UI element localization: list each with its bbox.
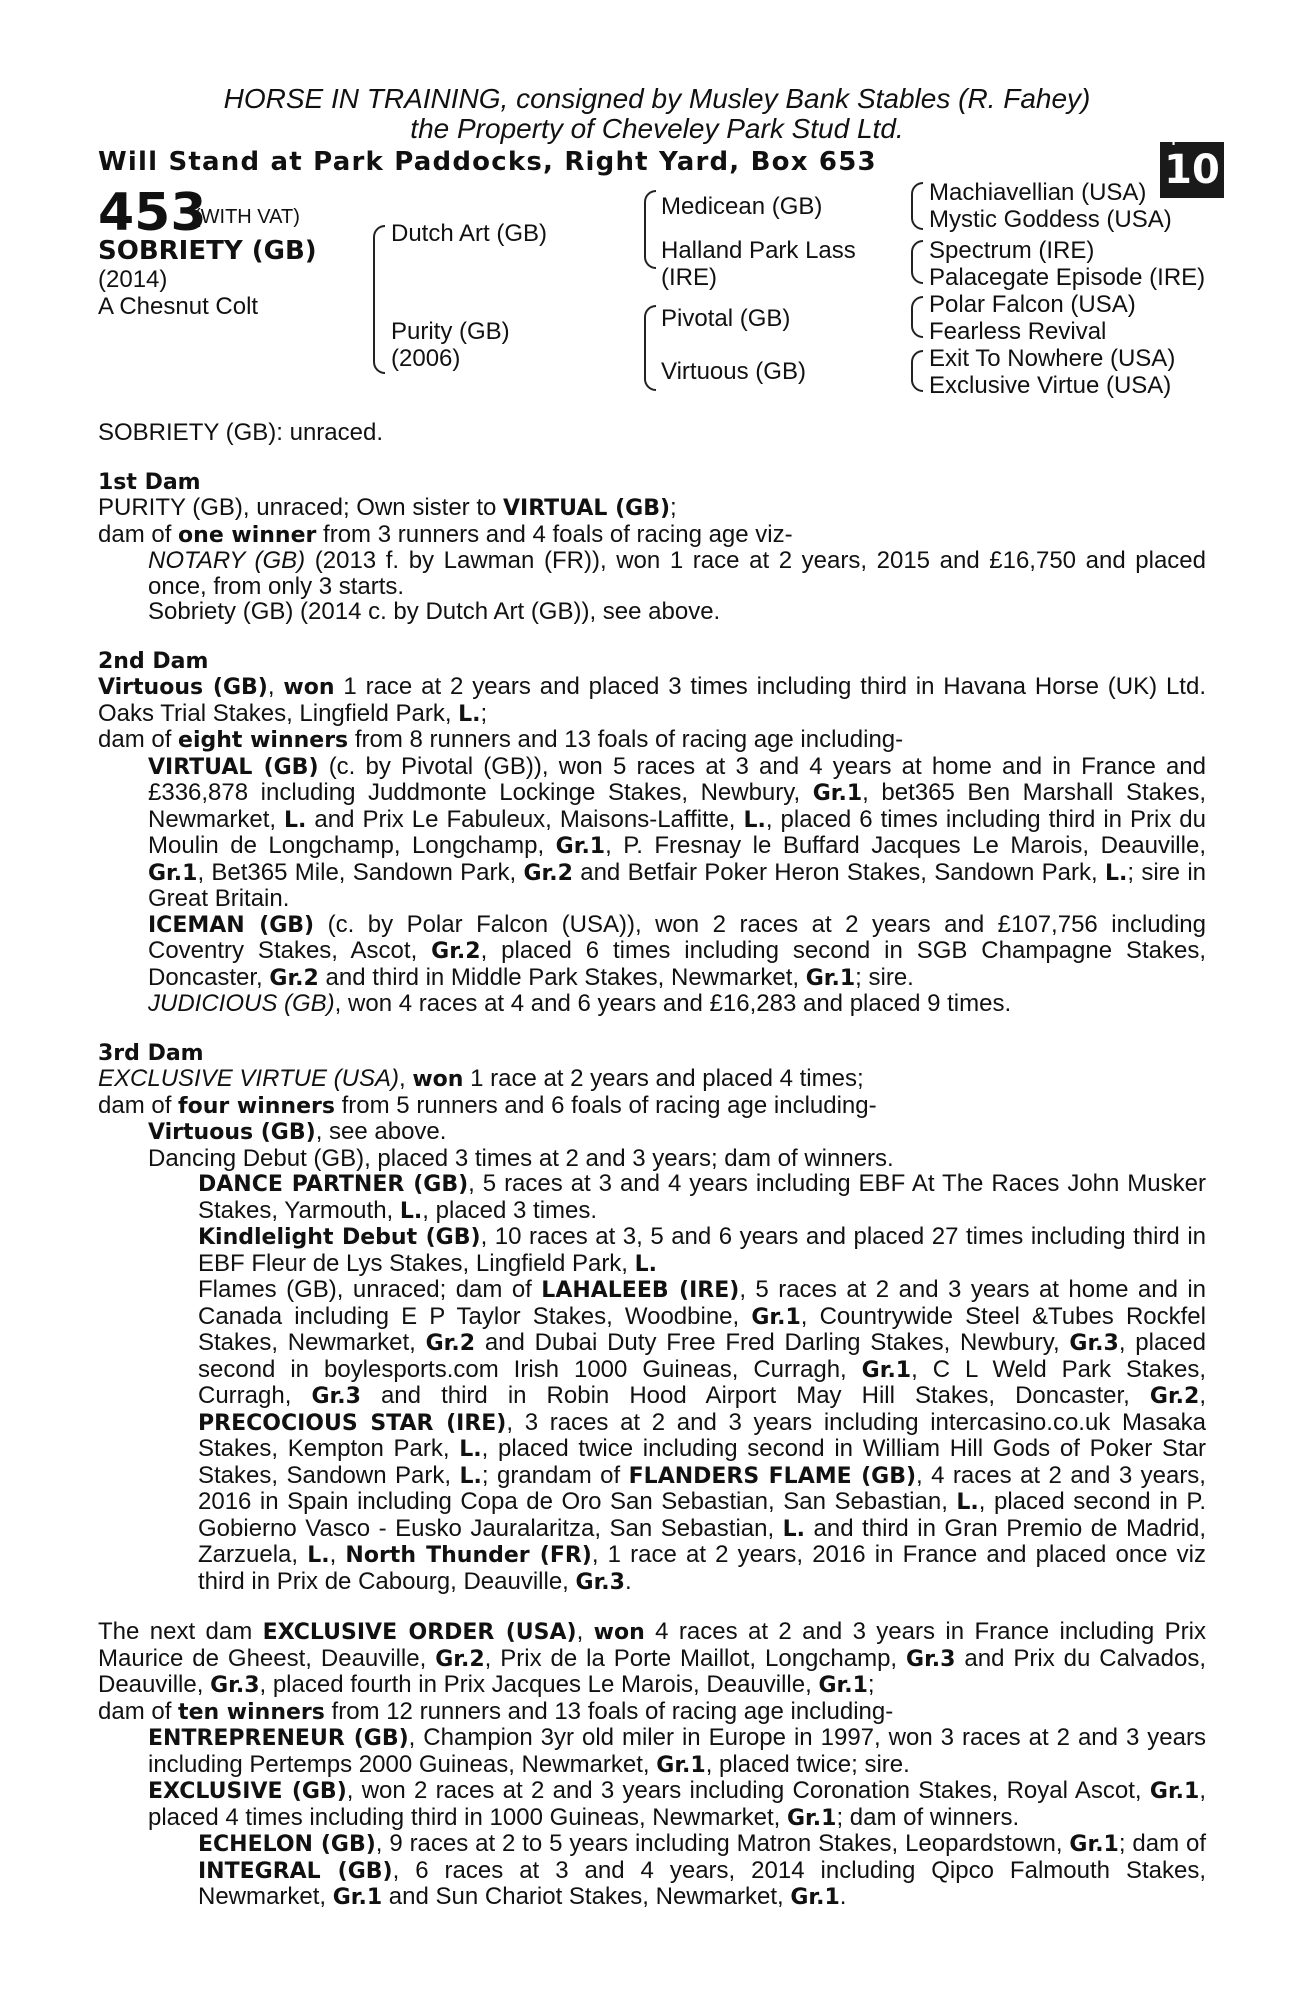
pedigree-notes [98, 420, 1206, 1911]
pedigree-brace-ds [911, 296, 923, 338]
pedigree-brace-sd [911, 240, 923, 284]
pedigree-gen3-4: Palacegate Episode (IRE) [929, 264, 1206, 291]
third-dam-produce: dam of four winners from 5 runners and 6 foals of racing age including- [98, 1091, 877, 1119]
pedigree-gen3-2: Mystic Goddess (USA) [929, 206, 1172, 233]
second-dam-heading: 2nd Dam [98, 648, 209, 674]
second-dam-line: Virtuous (GB), won 1 race at 2 years and placed 3 times including third in Havana Horse (UK) Ltd. Oaks Trial Stakes, Lingfield Park, L.; [98, 673, 1206, 727]
pedigree-gen3-8: Exclusive Virtue (USA) [929, 372, 1172, 399]
pedigree-gen3-1: Machiavellian (USA) [929, 179, 1147, 206]
produce-dance-partner: DANCE PARTNER (GB), 5 races at 3 and 4 years including EBF At The Races John Musker Stakes, Yarmouth, L., placed 3 times. [198, 1170, 1206, 1224]
pedigree-brace-dam [644, 305, 656, 391]
badge-number: 10 [1164, 147, 1220, 193]
first-dam-line: PURITY (GB), unraced; Own sister to VIRTUAL (GB); [98, 494, 677, 521]
first-dam-heading: 1st Dam [98, 469, 201, 495]
produce-notary: NOTARY (GB) (2013 f. by Lawman (FR)), won 1 race at 2 years, 2015 and £16,750 and placed once, from only 3 starts. [148, 547, 1206, 600]
produce-exclusive: EXCLUSIVE (GB), won 2 races at 2 and 3 years including Coronation Stakes, Royal Ascot, Gr.1, placed 4 times including third in 1000 Guineas, Newmarket, Gr.1; dam of winners. [148, 1777, 1207, 1831]
next-dam-produce: dam of ten winners from 12 runners and 13 foals of racing age including- [98, 1697, 894, 1725]
produce-virtual: VIRTUAL (GB) (c. by Pivotal (GB)), won 5 races at 3 and 4 years at home and in France and £336,878 including Juddmonte Lockinge Stakes, Newbury, Gr.1, bet365 Ben Marshall Stakes, Newmarket, L. and Prix Le Fabuleux, Maisons-Laffitte, L., placed 6 times including third in Prix du Moulin de Longchamp, Longchamp, Gr.1, P. Fresnay le Buffard Jacques Le Marois, Deauville, Gr.1, Bet365 Mile, Sandown Park, Gr.2 and Betfair Poker Heron Stakes, Sandown Park, L.; sire in Great Britain. [148, 752, 1207, 912]
pedigree-gen3-7: Exit To Nowhere (USA) [929, 345, 1176, 372]
pedigree-brace-ss [911, 182, 923, 230]
horse-description: A Chesnut Colt [98, 293, 259, 320]
pedigree-brace-dd [911, 350, 923, 392]
pedigree-sire: Dutch Art (GB) [391, 220, 548, 247]
pedigree-brace-sire [644, 190, 656, 269]
pedigree-dam-sire: Pivotal (GB) [661, 305, 791, 332]
lot-badge [1160, 129, 1224, 198]
third-dam-line: EXCLUSIVE VIRTUE (USA), won 1 race at 2 years and placed 4 times; [98, 1065, 864, 1092]
stand-location: Will Stand at Park Paddocks, Right Yard, Box 653 [98, 147, 877, 177]
race-summary: SOBRIETY (GB): unraced. [98, 419, 383, 446]
property-line: the Property of Cheveley Park Stud Ltd. [410, 113, 904, 144]
produce-virtuous: Virtuous (GB), see above. [148, 1118, 447, 1145]
pedigree-dam-dam: Virtuous (GB) [661, 358, 806, 385]
first-dam-produce: dam of one winner from 3 runners and 4 foals of racing age viz- [98, 520, 793, 548]
pedigree-gen3-6: Fearless Revival [929, 318, 1107, 345]
vat-note: (WITH VAT) [194, 206, 300, 228]
produce-kindlelight-debut: Kindlelight Debut (GB), 10 races at 3, 5 and 6 years and placed 27 times including third in EBF Fleur de Lys Stakes, Lingfield Park, L. [198, 1223, 1206, 1277]
produce-dancing-debut: Dancing Debut (GB), placed 3 times at 2 and 3 years; dam of winners. [148, 1144, 894, 1172]
next-dam-line: The next dam EXCLUSIVE ORDER (USA), won 4 races at 2 and 3 years in France including Prix Maurice de Gheest, Deauville, Gr.2, Prix de la Porte Maillot, Longchamp, Gr.3 and Prix du Calvados, Deauville, Gr.3, placed fourth in Prix Jacques Le Marois, Deauville, Gr.1; [98, 1618, 1206, 1698]
pedigree-gen3-3: Spectrum (IRE) [929, 237, 1095, 264]
second-dam-produce: dam of eight winners from 8 runners and 13 foals of racing age including- [98, 726, 904, 753]
badge-plus: + [1166, 129, 1182, 150]
horse-name: SOBRIETY (GB) [98, 236, 317, 266]
pedigree-sire-dam: Halland Park Lass [661, 237, 856, 264]
foaling-year: (2014) [98, 266, 168, 293]
pedigree-sire-dam-country: (IRE) [661, 264, 717, 291]
consignor-line: HORSE IN TRAINING, consigned by Musley Bank Stables (R. Fahey) [223, 83, 1091, 114]
lot-number: 453 [98, 183, 207, 243]
produce-entrepreneur: ENTREPRENEUR (GB), Champion 3yr old miler in Europe in 1997, won 3 races at 2 and 3 years including Pertemps 2000 Guineas, Newmarket, Gr.1, placed twice; sire. [148, 1724, 1206, 1778]
pedigree-dam: Purity (GB) [391, 318, 510, 345]
produce-echelon: ECHELON (GB), 9 races at 2 to 5 years including Matron Stakes, Leopardstown, Gr.1; dam of INTEGRAL (GB), 6 races at 3 and 4 years, 2014 including Qipco Falmouth Stakes, Newmarket, Gr.1 and Sun Chariot Stakes, Newmarket, Gr.1. [198, 1830, 1207, 1910]
pedigree-brace-gen1 [373, 225, 385, 374]
pedigree-gen3-5: Polar Falcon (USA) [929, 291, 1136, 318]
produce-judicious: JUDICIOUS (GB), won 4 races at 4 and 6 years and £16,283 and placed 9 times. [148, 990, 1012, 1017]
pedigree-sire-sire: Medicean (GB) [661, 193, 823, 220]
pedigree-dam-year: (2006) [391, 345, 461, 372]
third-dam-heading: 3rd Dam [98, 1040, 204, 1066]
produce-flames: Flames (GB), unraced; dam of LAHALEEB (IRE), 5 races at 2 and 3 years at home and in Canada including E P Taylor Stakes, Woodbine, Gr.1, Countrywide Steel &Tubes Rockfel Stakes, Newmarket, Gr.2 and Dubai Duty Free Fred Darling Stakes, Newbury, Gr.3, placed second in boylesports.com Irish 1000 Guineas, Curragh, Gr.1, C L Weld Park Stakes, Curragh, Gr.3 and third in Robin Hood Airport May Hill Stakes, Doncaster, Gr.2, PRECOCIOUS STAR (IRE), 3 races at 2 and 3 years including intercasino.co.uk Masaka Stakes, Kempton Park, L., placed twice including second in William Hill Gods of Poker Star Stakes, Sandown Park, L.; grandam of FLANDERS FLAME (GB), 4 races at 2 and 3 years, 2016 in Spain including Copa de Oro San Sebastian, San Sebastian, L., placed second in P. Gobierno Vasco - Eusko Jauralaritza, San Sebastian, L. and third in Gran Premio de Madrid, Zarzuela, L., North Thunder (FR), 1 race at 2 years, 2016 in France and placed once viz third in Prix de Cabourg, Deauville, Gr.3. [198, 1276, 1207, 1595]
produce-iceman: ICEMAN (GB) (c. by Polar Falcon (USA)), won 2 races at 2 years and £107,756 including Coventry Stakes, Ascot, Gr.2, placed 6 times including second in SGB Champagne Stakes, Doncaster, Gr.2 and third in Middle Park Stakes, Newmarket, Gr.1; sire. [148, 910, 1207, 991]
produce-sobriety: Sobriety (GB) (2014 c. by Dutch Art (GB)), see above. [148, 598, 721, 625]
